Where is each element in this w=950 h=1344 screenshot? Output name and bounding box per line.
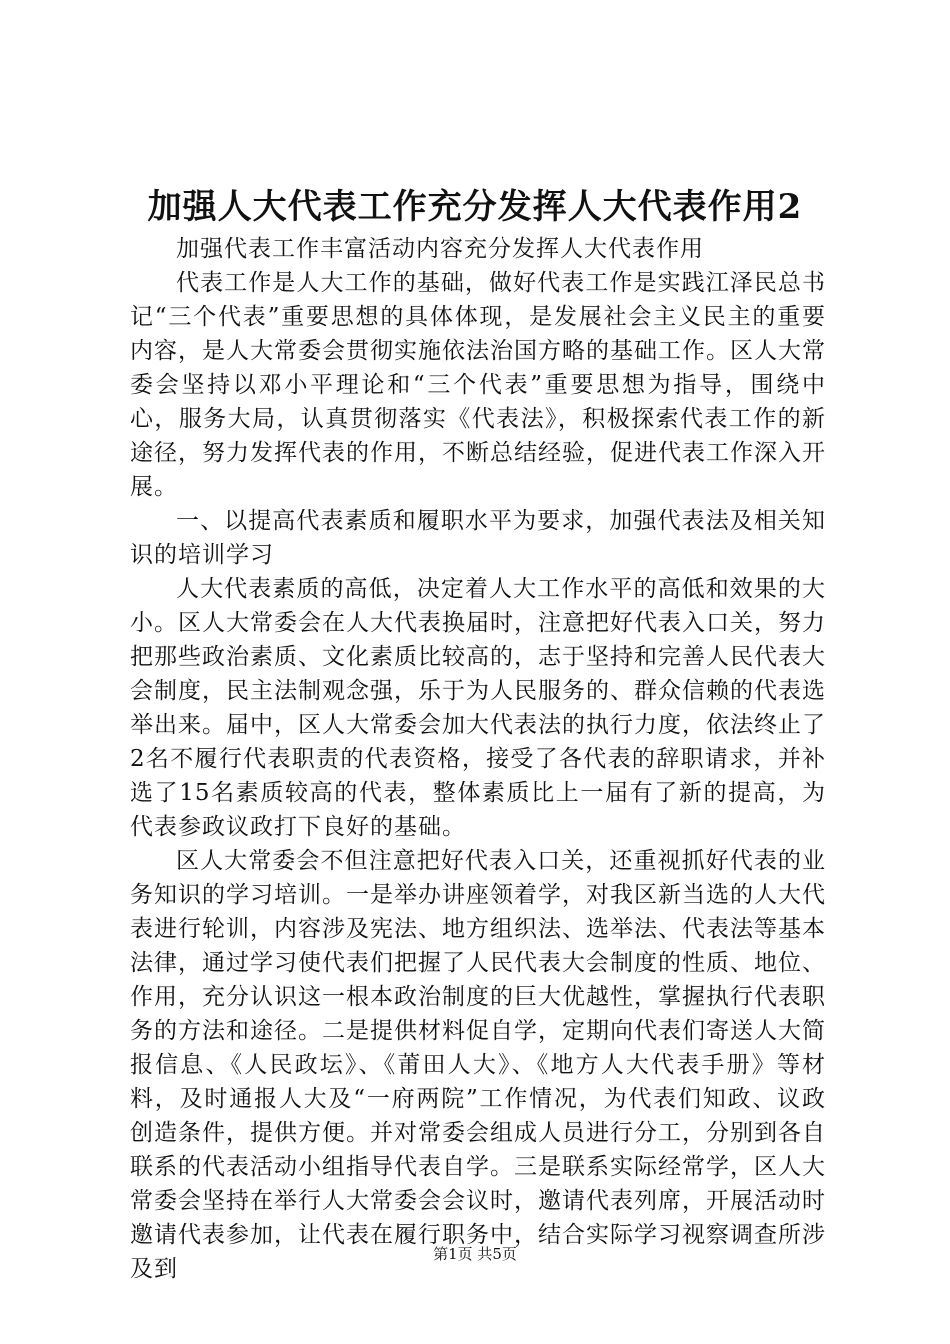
document-title: 加强人大代表工作充分发挥人大代表作用2 [147,187,803,227]
paragraph-intro: 代表工作是人大工作的基础，做好代表工作是实践江泽民总书记“三个代表”重要思想的具体体现，是发展社会主义民主的重要内容，是人大常委会贯彻实施依法治国方略的基础工作。区人大常委会坚持以邓小平理论和“三个代表”重要思想为指导，围绕中心，服务大局，认真贯彻落实《代表法》，积极探索代表工作的新途径，努力发挥代表的作用，不断总结经验，促进代表工作深入开展。 [130,270,826,500]
document-body [130,232,826,1286]
paragraph-training: 区人大常委会不但注意把好代表入口关，还重视抓好代表的业务知识的学习培训。一是举办讲座领着学，对我区新当选的人大代表进行轮训，内容涉及宪法、地方组织法、选举法、代表法等基本法律，通过学习使代表们把握了人民代表大会制度的性质、地位、作用，充分认识这一根本政治制度的巨大优越性，掌握执行代表职务的方法和途径。二是提供材料促自学，定期向代表们寄送人大简报信息、《人民政坛》、《莆田人大》、《地方人大代表手册》等材料，及时通报人大及“一府两院”工作情况，为代表们知政、议政创造条件，提供方便。并对常委会组成人员进行分工，分别到各自联系的代表活动小组指导代表自学。三是联系实际经常学，区人大常委会坚持在举行人大常委会会议时，邀请代表列席，开展活动时邀请代表参加，让代表在履行职务中，结合实际学习视察调查所涉及到 [130,848,826,1282]
section-heading-1: 一、以提高代表素质和履职水平为要求，加强代表法及相关知识的培训学习 [130,508,826,568]
paragraph-quality: 人大代表素质的高低，决定着人大工作水平的高低和效果的大小。区人大常委会在人大代表换届时，注意把好代表入口关，努力把那些政治素质、文化素质比较高的，志于坚持和完善人民代表大会制度，民主法制观念强，乐于为人民服务的、群众信赖的代表选举出来。届中，区人大常委会加大代表法的执行力度，依法终止了2名不履行代表职责的代表资格，接受了各代表的辞职请求，并补选了15名素质较高的代表，整体素质比上一届有了新的提高，为代表参政议政打下良好的基础。 [130,576,826,840]
document-subtitle: 加强代表工作丰富活动内容充分发挥人大代表作用 [176,236,704,262]
page-number: 第1页 共5页 [433,1245,517,1263]
